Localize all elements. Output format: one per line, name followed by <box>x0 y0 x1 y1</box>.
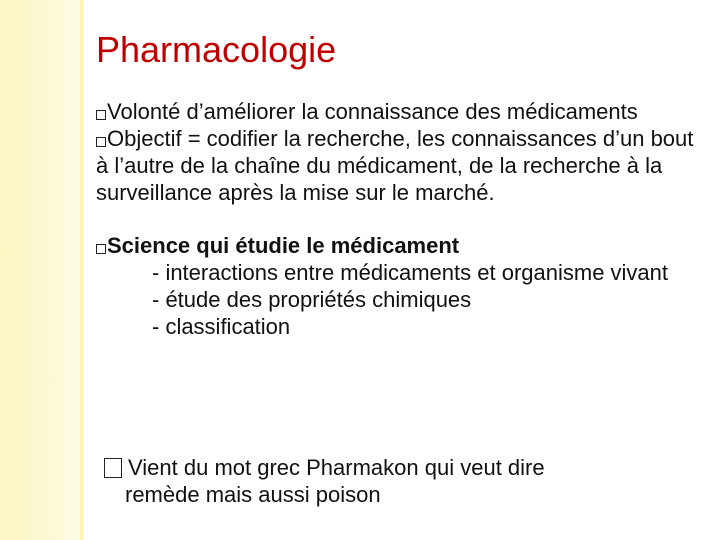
square-bullet-icon <box>96 244 106 254</box>
sub-item-classification: - classification <box>152 314 291 339</box>
bullet-paragraph-3 <box>96 232 696 259</box>
slide-title: Pharmacologie <box>96 29 337 70</box>
sub-item-interactions: - interactions entre médicaments et organisme vivant <box>152 260 669 285</box>
bullet-paragraph-4 <box>104 454 664 508</box>
paragraph-3-heading: Science qui étudie le médicament <box>107 233 460 258</box>
square-bullet-icon <box>96 137 106 147</box>
missing-glyph-bullet-icon <box>104 458 122 478</box>
paragraph-4-line-1: Vient du mot grec Pharmakon qui veut dire <box>128 455 545 480</box>
paragraph-1-text: Volonté d’améliorer la connaissance des médicaments <box>107 99 638 124</box>
paragraph-4-line-2: remède mais aussi poison <box>125 482 381 507</box>
bullet-paragraph-2 <box>96 125 696 206</box>
decorative-band-edge <box>80 0 83 540</box>
square-bullet-icon <box>96 110 106 120</box>
slide-body <box>96 98 696 340</box>
sub-item-chemical: - étude des propriétés chimiques <box>152 287 472 312</box>
decorative-side-band <box>0 0 80 540</box>
paragraph-2-text: Objectif = codifier la recherche, les connaissances d’un bout à l’autre de la chaîne du médicament, de la recherche à la surveillance après la mise sur le marché. <box>96 126 694 205</box>
bullet-paragraph-1 <box>96 98 696 125</box>
